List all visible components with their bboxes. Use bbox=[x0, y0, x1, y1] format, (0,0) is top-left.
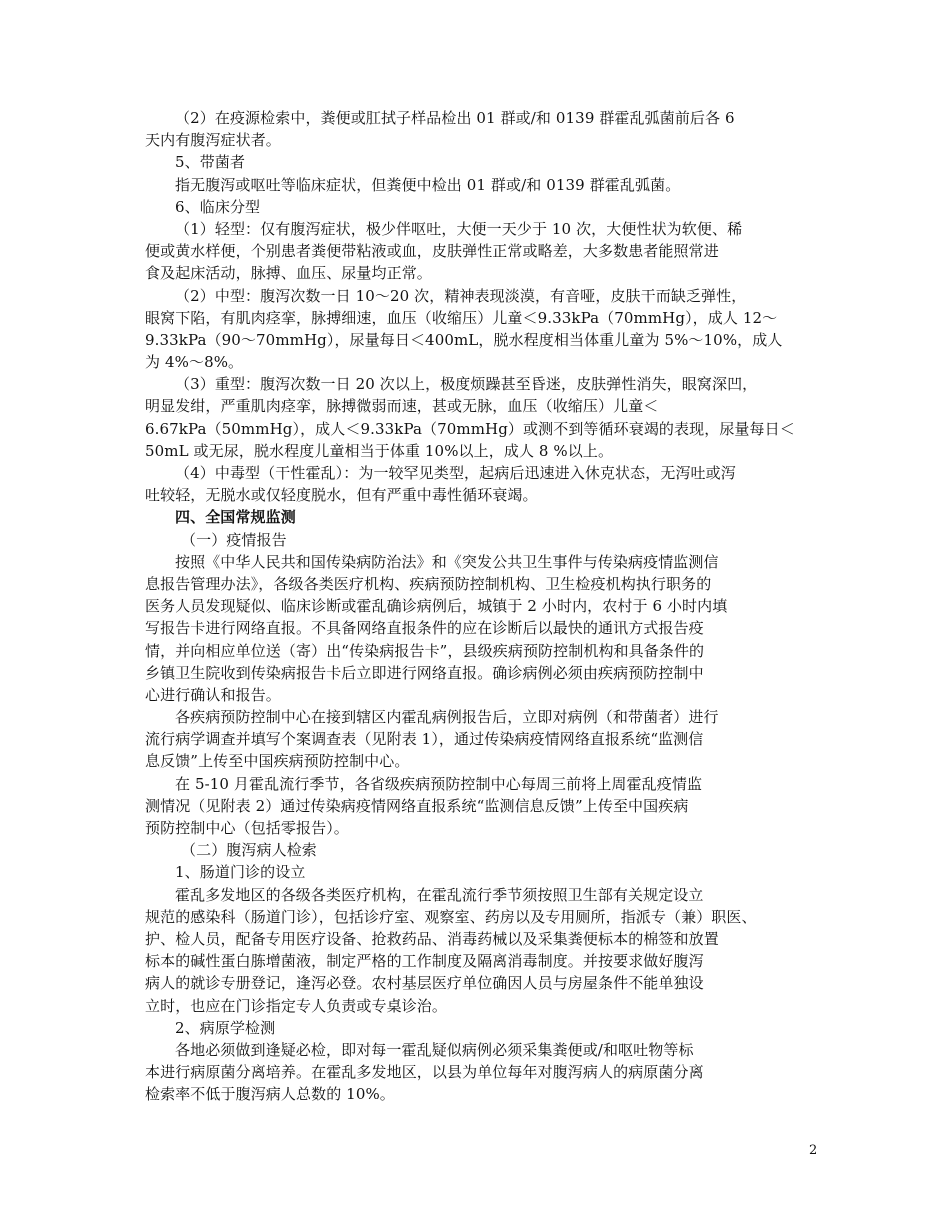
text-line: 流行病学调查并填写个案调查表（见附表 1），通过传染病疫情网络直报系统“监测信 bbox=[145, 730, 704, 749]
text-line: （2）在疫源检索中，粪便或肛拭子样品检出 01 群或/和 0139 群霍乱弧菌前后各 6 bbox=[175, 109, 735, 127]
text-line: 立时，也应在门诊指定专人负责或专桌诊治。 bbox=[145, 996, 448, 1015]
text-line: 测情况（见附表 2）通过传染病疫情网络直报系统“监测信息反馈”上传至中国疾病 bbox=[145, 796, 689, 815]
page-number: 2 bbox=[809, 1143, 818, 1158]
text-line: 各疾病预防控制中心在接到辖区内霍乱病例报告后，立即对病例（和带菌者）进行 bbox=[175, 708, 719, 727]
document-body bbox=[145, 107, 825, 1105]
text-line: （1）轻型：仅有腹泻症状，极少伴呕吐，大便一天少于 10 次，大便性状为软便、稀 bbox=[175, 219, 743, 238]
text-line: 检索率不低于腹泻病人总数的 10%。 bbox=[145, 1085, 395, 1104]
text-line: 1、肠道门诊的设立 bbox=[175, 863, 306, 882]
text-line: 标本的碱性蛋白胨增菌液，制定严格的工作制度及隔离消毒制度。并按要求做好腹泻 bbox=[145, 952, 704, 971]
text-line: （二）腹泻病人检索 bbox=[181, 841, 317, 860]
text-line: 9.33kPa（90～70mmHg），尿量每日＜400mL，脱水程度相当体重儿童为 5%～10%，成人 bbox=[145, 330, 783, 349]
text-line: 预防控制中心（包括零报告）。 bbox=[145, 819, 349, 837]
text-line: 情，并向相应单位送（寄）出“传染病报告卡”，县级疾病预防控制机构和具备条件的 bbox=[145, 641, 705, 660]
text-line: 50mL 或无尿，脱水程度儿童相当于体重 10%以上，成人 8 %以上。 bbox=[145, 441, 614, 460]
text-line: （4）中毒型（干性霍乱）：为一较罕见类型，起病后迅速进入休克状态，无泻吐或泻 bbox=[175, 464, 736, 482]
text-line: 指无腹泻或呕吐等临床症状，但粪便中检出 01 群或/和 0139 群霍乱弧菌。 bbox=[175, 175, 681, 194]
text-line: （2）中型：腹泻次数一日 10～20 次，精神表现淡漠，有音哑，皮肤干而缺乏弹性， bbox=[175, 286, 747, 305]
text-line: 在 5-10 月霍乱流行季节，各省级疾病预防控制中心每周三前将上周霍乱疫情监 bbox=[175, 774, 703, 793]
text-line: 明显发绀，严重肌肉痉挛，脉搏微弱而速，甚或无脉，血压（收缩压）儿童＜ bbox=[145, 397, 659, 416]
text-line: 病人的就诊专册登记，逢泻必登。农村基层医疗单位确因人员与房屋条件不能单独设 bbox=[145, 974, 704, 993]
text-line: 吐较轻，无脱水或仅轻度脱水，但有严重中毒性循环衰竭。 bbox=[145, 486, 538, 505]
text-line: 6.67kPa（50mmHg），成人＜9.33kPa（70mmHg）或测不到等循环衰竭的表现，尿量每日＜ bbox=[145, 419, 795, 438]
text-line: （3）重型：腹泻次数一日 20 次以上，极度烦躁甚至昏迷，皮肤弹性消失，眼窝深凹， bbox=[175, 375, 758, 394]
text-line: 天内有腹泻症状者。 bbox=[145, 131, 281, 150]
text-line: 护、检人员，配备专用医疗设备、抢救药品、消毒药械以及采集粪便标本的棉签和放置 bbox=[145, 929, 719, 948]
text-line: 各地必须做到逢疑必检，即对每一霍乱疑似病例必须采集粪便或/和呕吐物等标 bbox=[175, 1040, 694, 1059]
text-line: 食及起床活动，脉搏、血压、尿量均正常。 bbox=[145, 264, 432, 283]
text-line: 心进行确认和报告。 bbox=[145, 685, 281, 704]
text-line: 息反馈”上传至中国疾病预防控制中心。 bbox=[145, 752, 410, 771]
text-line: 规范的感染科（肠道门诊），包括诊疗室、观察室、药房以及专用厕所，指派专（兼）职医、 bbox=[145, 907, 757, 926]
text-line: （一）疫情报告 bbox=[181, 530, 287, 549]
text-line: 霍乱多发地区的各级各类医疗机构，在霍乱流行季节须按照卫生部有关规定设立 bbox=[175, 885, 704, 904]
text-line: 2、病原学检测 bbox=[175, 1018, 276, 1037]
text-line: 医务人员发现疑似、临床诊断或霍乱确诊病例后，城镇于 2 小时内，农村于 6 小时内填 bbox=[145, 597, 728, 616]
text-line: 息报告管理办法》，各级各类医疗机构、疾病预防控制机构、卫生检疫机构执行职务的 bbox=[145, 574, 712, 593]
text-line: 5、带菌者 bbox=[175, 153, 246, 172]
text-line: 眼窝下陷，有肌肉痉挛，脉搏细速，血压（收缩压）儿童＜9.33kPa（70mmHg），成人 12～ bbox=[145, 308, 778, 327]
text-line: 按照《中华人民共和国传染病防治法》和《突发公共卫生事件与传染病疫情监测信 bbox=[175, 552, 719, 571]
section-heading: 四、全国常规监测 bbox=[175, 508, 296, 527]
text-line: 写报告卡进行网络直报。不具备网络直报条件的应在诊断后以最快的通讯方式报告疫 bbox=[145, 619, 704, 638]
text-line: 乡镇卫生院收到传染病报告卡后立即进行网络直报。确诊病例必须由疾病预防控制中 bbox=[145, 663, 704, 682]
text-line: 本进行病原菌分离培养。在霍乱多发地区，以县为单位每年对腹泻病人的病原菌分离 bbox=[145, 1063, 704, 1082]
text-line: 为 4%～8%。 bbox=[145, 353, 244, 372]
text-line: 6、临床分型 bbox=[175, 197, 261, 216]
text-line: 便或黄水样便，个别患者粪便带粘液或血，皮肤弹性正常或略差，大多数患者能照常进 bbox=[145, 242, 719, 261]
